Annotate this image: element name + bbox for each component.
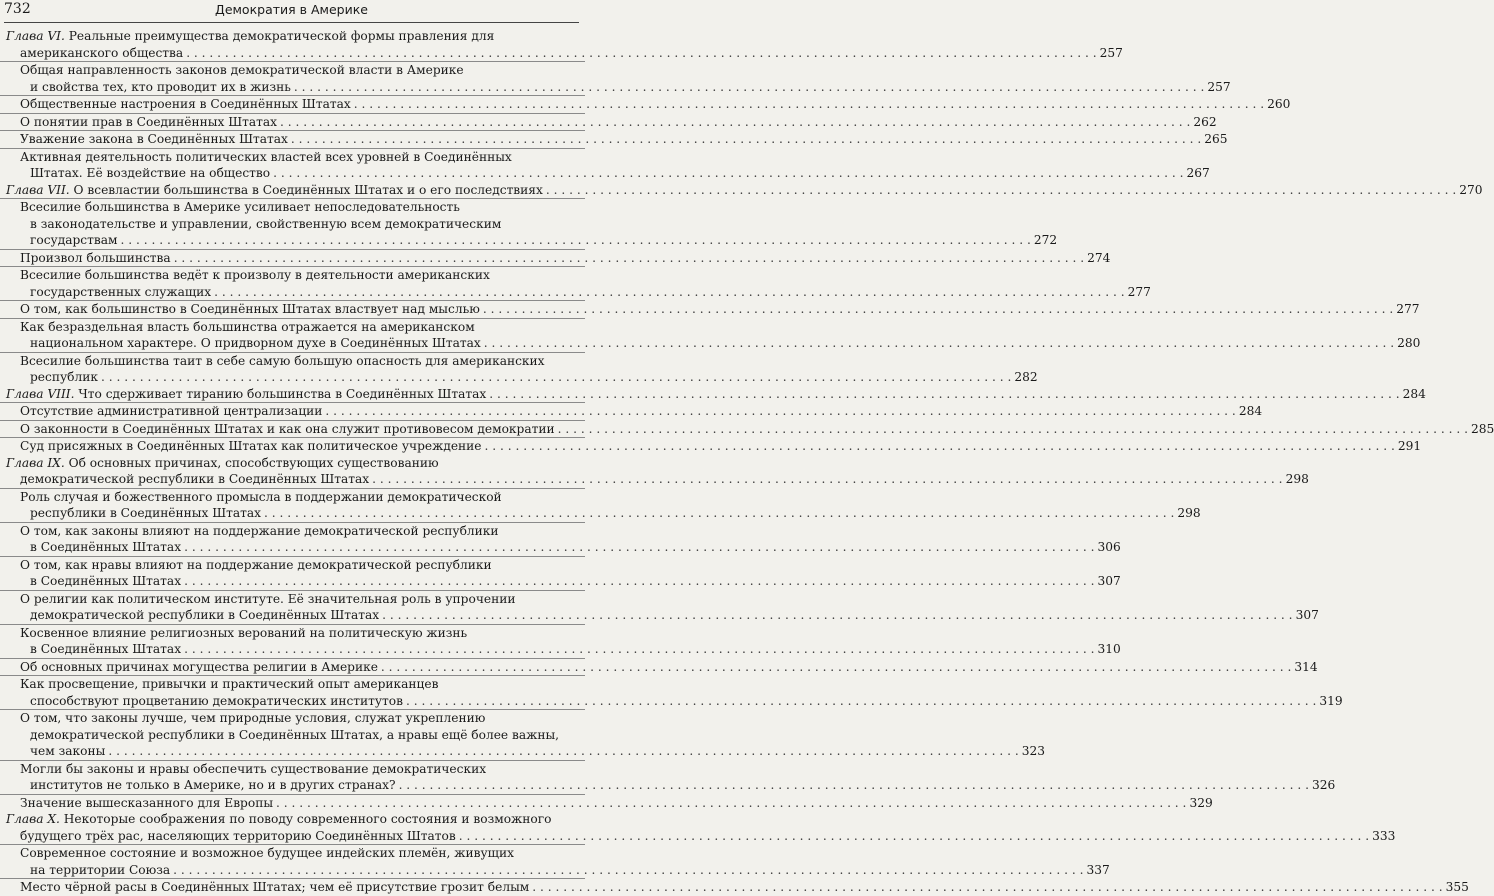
entry-title-text bbox=[20, 471, 369, 488]
entry-page-number: 270 bbox=[1459, 182, 1483, 197]
entry-title-line: американского общества bbox=[20, 45, 184, 60]
dot-leader bbox=[214, 284, 1124, 301]
toc-section-entry[interactable] bbox=[0, 61, 1231, 95]
entry-title-line: Могли бы законы и нравы обеспечить существование демократических bbox=[20, 761, 487, 776]
entry-line bbox=[20, 591, 577, 608]
toc-section-entry[interactable] bbox=[0, 624, 1121, 658]
dot-leader bbox=[173, 862, 1083, 879]
entry-title-text bbox=[30, 79, 291, 96]
dot-leader bbox=[483, 301, 1393, 318]
dot-leader bbox=[354, 96, 1264, 113]
dot-leader bbox=[459, 828, 1369, 845]
entry-title-text bbox=[20, 319, 475, 336]
entry-page-number: 274 bbox=[1087, 250, 1111, 265]
chapter-label: Глава VI. bbox=[6, 29, 65, 43]
dot-leader bbox=[186, 45, 1096, 62]
chapter-label: Глава IX. bbox=[6, 455, 65, 470]
entry-title-text bbox=[30, 777, 396, 794]
entry-title-text bbox=[30, 335, 481, 352]
entry-title-text bbox=[20, 438, 482, 455]
entry-title-line: О законности в Соединённых Штатах и как она служит противовесом демократии bbox=[20, 421, 555, 436]
entry-line bbox=[20, 421, 1494, 438]
dot-leader bbox=[108, 743, 1018, 760]
entry-line bbox=[20, 845, 577, 862]
toc-section-entry[interactable] bbox=[0, 675, 1343, 709]
dot-leader bbox=[382, 607, 1292, 624]
entry-title-text bbox=[20, 659, 378, 676]
entry-page-number: 314 bbox=[1294, 659, 1318, 674]
entry-page-number: 329 bbox=[1189, 795, 1213, 810]
entry-title-line: и свойства тех, кто проводит их в жизнь bbox=[30, 79, 291, 94]
toc-section-entry[interactable] bbox=[0, 556, 1121, 590]
dot-leader bbox=[484, 335, 1394, 352]
entry-title-line: О том, как законы влияют на поддержание демократической республики bbox=[20, 523, 499, 538]
entry-title-line: Что сдерживает тиранию большинства в Соединённых Штатах bbox=[78, 386, 487, 401]
toc-section-entry[interactable] bbox=[0, 198, 1058, 249]
toc-section-entry[interactable] bbox=[0, 318, 1421, 352]
entry-line bbox=[20, 641, 1121, 658]
entry-title-line: Отсутствие административной централизации bbox=[20, 404, 323, 418]
running-header bbox=[4, 0, 579, 23]
entry-title-line: республик bbox=[30, 370, 98, 384]
toc-section-entry[interactable] bbox=[0, 488, 1201, 522]
entry-title-text bbox=[30, 693, 403, 710]
entry-line bbox=[20, 165, 1210, 182]
entry-title-line: О том, как нравы влияют на поддержание демократической республики bbox=[20, 557, 492, 572]
entry-title-text bbox=[30, 727, 559, 744]
entry-title-text bbox=[20, 523, 499, 540]
entry-line bbox=[20, 862, 1110, 879]
entry-title-line: Общественные настроения в Соединённых Штатах bbox=[20, 97, 351, 111]
dot-leader bbox=[325, 403, 1235, 420]
toc-chapter-entry[interactable] bbox=[0, 28, 1123, 61]
entry-line bbox=[20, 676, 577, 693]
entry-line bbox=[6, 182, 1483, 199]
entry-line bbox=[20, 131, 1228, 148]
toc-section-entry[interactable] bbox=[0, 249, 1111, 267]
entry-title-text bbox=[30, 573, 181, 590]
entry-line bbox=[20, 267, 577, 284]
entry-title-text bbox=[30, 369, 98, 386]
entry-line bbox=[20, 403, 1263, 420]
entry-line bbox=[6, 828, 1396, 845]
toc-section-entry[interactable] bbox=[0, 794, 1213, 812]
dot-leader bbox=[280, 114, 1190, 131]
entry-line bbox=[20, 539, 1121, 556]
toc-section-entry[interactable] bbox=[0, 95, 1291, 113]
entry-title-line: способствуют процветанию демократических институтов bbox=[30, 693, 403, 708]
entry-line bbox=[20, 505, 1201, 522]
entry-title-text bbox=[30, 505, 261, 522]
entry-title-text bbox=[6, 182, 543, 199]
toc-section-entry[interactable] bbox=[0, 300, 1420, 318]
entry-title-text bbox=[6, 28, 494, 45]
entry-line bbox=[20, 659, 1318, 676]
entry-line bbox=[20, 96, 1291, 113]
chapter-label: Глава VIII. bbox=[6, 386, 75, 401]
entry-line bbox=[20, 232, 1058, 249]
dot-leader bbox=[184, 573, 1094, 590]
entry-line bbox=[20, 369, 1038, 386]
entry-title-text bbox=[30, 607, 379, 624]
toc-section-entry[interactable] bbox=[0, 352, 1038, 386]
entry-title-text bbox=[6, 455, 439, 472]
entry-line bbox=[6, 471, 1309, 488]
entry-title-text bbox=[20, 591, 515, 608]
entry-title-line: национальном характере. О придворном духе в Соединённых Штатах bbox=[30, 336, 481, 350]
entry-title-text bbox=[20, 199, 460, 216]
entry-title-text bbox=[20, 421, 555, 438]
chapter-label: Глава VII. bbox=[6, 182, 70, 197]
toc-chapter-entry[interactable] bbox=[0, 182, 1483, 199]
entry-title-line: Современное состояние и возможное будущее индейских племён, живущих bbox=[20, 846, 514, 860]
entry-title-line: Как просвещение, привычки и практический опыт американцев bbox=[20, 677, 439, 691]
entry-title-line: Роль случая и божественного промысла в поддержании демократической bbox=[20, 489, 502, 504]
toc-section-entry[interactable] bbox=[0, 844, 1110, 878]
entry-page-number: 277 bbox=[1127, 284, 1151, 299]
entry-line bbox=[20, 710, 577, 727]
entry-title-line: О том, как большинство в Соединённых Штатах властвует над мыслью bbox=[20, 302, 480, 316]
entry-line bbox=[20, 62, 577, 79]
entry-title-line: Реальные преимущества демократической формы правления для bbox=[68, 29, 495, 43]
entry-title-line: Значение вышесказанного для Европы bbox=[20, 795, 274, 810]
toc-section-entry[interactable] bbox=[0, 402, 1263, 420]
entry-title-line: будущего трёх рас, населяющих территорию Соединённых Штатов bbox=[20, 828, 456, 843]
entry-line bbox=[20, 625, 577, 642]
entry-title-text bbox=[20, 879, 529, 896]
toc-chapter-entry[interactable] bbox=[0, 386, 1426, 403]
toc-section-entry[interactable] bbox=[0, 130, 1228, 148]
entry-title-line: государствам bbox=[30, 233, 118, 247]
entry-line bbox=[20, 557, 577, 574]
entry-title-text bbox=[20, 45, 183, 62]
entry-line bbox=[20, 795, 1213, 812]
dot-leader bbox=[546, 182, 1456, 199]
entry-title-line: Произвол большинства bbox=[20, 250, 171, 265]
entry-line bbox=[20, 438, 1422, 455]
entry-title-text bbox=[20, 403, 322, 420]
dot-leader bbox=[184, 539, 1094, 556]
entry-title-line: О всевластии большинства в Соединённых Штатах и о его последствиях bbox=[73, 182, 543, 197]
entry-line bbox=[6, 455, 577, 472]
entry-title-text bbox=[20, 267, 490, 284]
entry-page-number: 257 bbox=[1207, 79, 1231, 94]
entry-title-text bbox=[20, 250, 171, 267]
dot-leader bbox=[291, 131, 1201, 148]
dot-leader bbox=[489, 386, 1399, 403]
dot-leader bbox=[264, 505, 1174, 522]
entry-title-text bbox=[30, 216, 501, 233]
dot-leader bbox=[174, 250, 1084, 267]
entry-title-text bbox=[20, 676, 438, 693]
entry-page-number: 355 bbox=[1445, 880, 1469, 894]
dot-leader bbox=[381, 659, 1291, 676]
chapter-label: Глава X. bbox=[6, 812, 60, 826]
dot-leader bbox=[485, 438, 1395, 455]
entry-title-text bbox=[20, 96, 351, 113]
dot-leader bbox=[276, 795, 1186, 812]
entry-page-number: 267 bbox=[1186, 166, 1210, 180]
toc-chapter-entry[interactable] bbox=[0, 455, 1309, 488]
entry-title-line: Всесилие большинства в Америке усиливает непоследовательность bbox=[20, 200, 460, 214]
entry-line bbox=[20, 693, 1343, 710]
toc-section-entry[interactable] bbox=[0, 522, 1121, 556]
entry-title-line: Общая направленность законов демократической власти в Америке bbox=[20, 63, 464, 77]
entry-title-line: О религии как политическом институте. Её значительная роль в упрочении bbox=[20, 591, 516, 606]
entry-page-number: 306 bbox=[1097, 540, 1121, 554]
entry-page-number: 298 bbox=[1177, 506, 1201, 520]
entry-title-text bbox=[30, 284, 211, 301]
entry-title-line: О понятии прав в Соединённых Штатах bbox=[20, 114, 277, 129]
entry-line bbox=[20, 743, 1045, 760]
toc-section-entry[interactable] bbox=[0, 760, 1336, 794]
entry-page-number: 319 bbox=[1319, 693, 1343, 708]
dot-leader bbox=[101, 369, 1011, 386]
running-title: Демократия в Америке bbox=[215, 2, 368, 17]
entry-title-text bbox=[20, 131, 288, 148]
entry-title-line: в законодательстве и управлении, свойственную всем демократическим bbox=[30, 216, 502, 231]
entry-page-number: 277 bbox=[1396, 302, 1420, 316]
entry-title-text bbox=[20, 353, 545, 370]
dot-leader bbox=[406, 693, 1316, 710]
entry-title-text bbox=[20, 795, 273, 812]
entry-line bbox=[6, 811, 577, 828]
entry-line bbox=[20, 573, 1121, 590]
entry-title-line: чем законы bbox=[30, 744, 106, 758]
entry-line bbox=[20, 777, 1336, 794]
entry-page-number: 282 bbox=[1014, 370, 1038, 384]
entry-title-line: Косвенное влияние религиозных верований на политическую жизнь bbox=[20, 625, 468, 640]
toc-section-entry[interactable] bbox=[0, 437, 1422, 455]
entry-title-text bbox=[20, 149, 512, 166]
entry-line bbox=[20, 250, 1111, 267]
entry-title-line: республики в Соединённых Штатах bbox=[30, 506, 262, 520]
entry-page-number: 337 bbox=[1086, 862, 1110, 877]
entry-page-number: 323 bbox=[1021, 744, 1045, 758]
toc-chapter-entry[interactable] bbox=[0, 811, 1396, 844]
entry-title-line: в Соединённых Штатах bbox=[30, 574, 182, 588]
entry-line bbox=[20, 761, 577, 778]
page-number: 732 bbox=[4, 1, 31, 17]
entry-title-text bbox=[30, 232, 117, 249]
entry-title-line: демократической республики в Соединённых Штатах bbox=[30, 608, 380, 622]
entry-line bbox=[20, 114, 1217, 131]
entry-page-number: 272 bbox=[1033, 233, 1058, 247]
entry-line bbox=[20, 727, 577, 744]
entry-page-number: 262 bbox=[1193, 114, 1217, 129]
entry-line bbox=[20, 523, 577, 540]
entry-page-number: 291 bbox=[1397, 439, 1422, 453]
entry-title-text bbox=[20, 301, 480, 318]
entry-page-number: 307 bbox=[1097, 574, 1121, 588]
entry-line bbox=[20, 199, 577, 216]
entry-page-number: 257 bbox=[1099, 45, 1123, 60]
entry-title-text bbox=[30, 862, 170, 879]
entry-title-text bbox=[20, 557, 492, 574]
dot-leader bbox=[273, 165, 1183, 182]
entry-title-line: на территории Союза bbox=[30, 862, 171, 877]
entry-title-text bbox=[20, 114, 277, 131]
toc-section-entry[interactable] bbox=[0, 590, 1319, 624]
entry-title-text bbox=[20, 710, 485, 727]
entry-page-number: 265 bbox=[1204, 132, 1228, 146]
entry-title-text bbox=[20, 62, 464, 79]
entry-page-number: 284 bbox=[1402, 386, 1426, 401]
entry-title-line: государственных служащих bbox=[30, 284, 212, 299]
entry-page-number: 298 bbox=[1285, 472, 1309, 486]
entry-page-number: 260 bbox=[1267, 97, 1291, 111]
entry-line bbox=[20, 489, 577, 506]
dot-leader bbox=[184, 641, 1094, 658]
entry-line bbox=[20, 284, 1151, 301]
entry-line bbox=[20, 607, 1319, 624]
entry-page-number: 280 bbox=[1397, 336, 1421, 350]
entry-title-line: Как безраздельная власть большинства отражается на американском bbox=[20, 319, 475, 334]
entry-title-line: Штатах. Её воздействие на общество bbox=[30, 166, 271, 180]
entry-page-number: 285 bbox=[1471, 421, 1494, 436]
entry-title-line: демократической республики в Соединённых Штатах, а нравы ещё более важны, bbox=[30, 727, 560, 742]
entry-line bbox=[20, 216, 577, 233]
entry-title-line: Уважение закона в Соединённых Штатах bbox=[20, 132, 288, 146]
entry-title-line: Активная деятельность политических властей всех уровней в Соединённых bbox=[20, 149, 512, 164]
entry-line bbox=[20, 335, 1421, 352]
entry-title-text bbox=[20, 489, 502, 506]
entry-page-number: 310 bbox=[1097, 642, 1121, 656]
toc-section-entry[interactable] bbox=[0, 709, 1045, 760]
entry-title-line: Всесилие большинства ведёт к произволу в деятельности американских bbox=[20, 268, 490, 282]
dot-leader bbox=[372, 471, 1282, 488]
dot-leader bbox=[120, 232, 1030, 249]
toc-section-entry[interactable] bbox=[0, 266, 1151, 300]
toc-section-entry[interactable] bbox=[0, 878, 1469, 896]
entry-title-text bbox=[30, 743, 105, 760]
entry-title-text bbox=[6, 811, 551, 828]
entry-line bbox=[20, 149, 577, 166]
entry-line bbox=[20, 879, 1469, 896]
entry-title-text bbox=[30, 539, 181, 556]
toc-section-entry[interactable] bbox=[0, 658, 1318, 676]
entry-title-text bbox=[30, 641, 181, 658]
entry-title-text bbox=[20, 845, 514, 862]
toc-section-entry[interactable] bbox=[0, 113, 1217, 131]
entry-title-text bbox=[20, 625, 467, 642]
entry-title-line: О том, что законы лучше, чем природные условия, служат укреплению bbox=[20, 711, 486, 725]
toc-section-entry[interactable] bbox=[0, 420, 1494, 438]
entry-title-text bbox=[30, 165, 270, 182]
entry-title-line: в Соединённых Штатах bbox=[30, 540, 182, 554]
entry-title-line: Суд присяжных в Соединённых Штатах как политическое учреждение bbox=[20, 439, 482, 453]
entry-title-line: Всесилие большинства таит в себе самую большую опасность для американских bbox=[20, 353, 545, 368]
dot-leader bbox=[399, 777, 1309, 794]
entry-page-number: 307 bbox=[1295, 608, 1319, 622]
entry-line bbox=[6, 386, 1426, 403]
dot-leader bbox=[558, 421, 1468, 438]
entry-line bbox=[20, 319, 577, 336]
entry-line bbox=[6, 28, 577, 45]
entry-title-text bbox=[20, 761, 486, 778]
entry-title-text bbox=[20, 828, 456, 845]
entry-title-line: Об основных причинах, способствующих существованию bbox=[68, 455, 439, 470]
entry-title-line: Место чёрной расы в Соединённых Штатах; чем её присутствие грозит белым bbox=[20, 880, 530, 894]
entry-line bbox=[6, 45, 1123, 62]
entry-page-number: 326 bbox=[1311, 778, 1336, 792]
entry-title-line: Некоторые соображения по поводу современного состояния и возможного bbox=[63, 812, 552, 826]
entry-title-line: Об основных причинах могущества религии в Америке bbox=[20, 659, 378, 674]
entry-line bbox=[20, 79, 1231, 96]
entry-title-line: институтов не только в Америке, но и в других странах? bbox=[30, 778, 396, 792]
dot-leader bbox=[294, 79, 1204, 96]
entry-line bbox=[20, 301, 1420, 318]
entry-title-line: демократической республики в Соединённых Штатах bbox=[20, 472, 370, 486]
dot-leader bbox=[532, 879, 1442, 896]
entry-page-number: 333 bbox=[1372, 828, 1396, 843]
entry-title-text bbox=[6, 386, 486, 403]
entry-page-number: 284 bbox=[1238, 404, 1263, 418]
entry-title-line: в Соединённых Штатах bbox=[30, 642, 182, 656]
toc-section-entry[interactable] bbox=[0, 148, 1210, 182]
table-of-contents bbox=[0, 28, 1494, 896]
entry-line bbox=[20, 353, 577, 370]
